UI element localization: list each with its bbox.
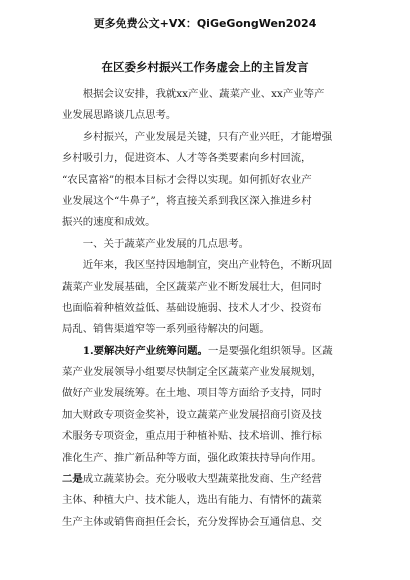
line-text: 振兴的速度和成效。 [62, 216, 156, 229]
line-text: 近年来，我区坚持因地制宜，突出产业特色，不断巩固 [62, 259, 333, 272]
line-text: 一是要强化组织领导。区蔬 [207, 344, 333, 357]
bold-lead-in: 二是 [62, 473, 83, 486]
line-text: 做好产业发展统筹。在土地、项目等方面给予支持，同时 [62, 387, 322, 400]
body-line [62, 127, 348, 148]
line-text: 加大财政专项资金奖补，设立蔬菜产业发展招商引资及技 [62, 408, 322, 421]
body-line [62, 170, 348, 191]
body-line [62, 512, 348, 533]
line-text: “农民富裕”的根本目标才会得以实现。如何抓好农业产 [62, 173, 312, 186]
line-text: 业发展思路谈几点思考。 [62, 109, 177, 122]
line-text: 准化生产、推广新品种等方面，强化政策扶持导向作用。 [62, 451, 322, 464]
line-text: 根据会议安排，我就xx产业、蔬菜产业、xx产业等产 [62, 88, 325, 100]
document-title: 在区委乡村振兴工作务虚会上的主旨发言 [101, 60, 309, 74]
body-line [62, 405, 348, 426]
body-line [62, 234, 348, 255]
body-line [62, 469, 348, 490]
body-line [62, 298, 348, 319]
body-line [62, 212, 348, 233]
line-text: 也面临着种植效益低、基础设施弱、技术人才少、投资布 [62, 301, 322, 314]
body-line [62, 341, 348, 362]
promo-header: 更多免费公文+VX：QiGeGongWen2024 [93, 17, 317, 30]
line-text: 主体、种植大户、技术能人，选出有能力、有情怀的蔬菜 [62, 494, 322, 507]
body-line [62, 84, 348, 105]
line-text: 蔬菜产业发展基础，全区蔬菜产业不断发展壮大，但同时 [62, 280, 322, 293]
line-text: 一、关于蔬菜产业发展的几点思考。 [62, 237, 250, 250]
body-line [62, 490, 348, 511]
line-text: 菜产业发展领导小组要尽快制定全区蔬菜产业发展规划， [62, 366, 322, 379]
body-line [62, 319, 348, 340]
body-line [62, 426, 348, 447]
body-line [62, 255, 348, 276]
document-body [62, 84, 348, 533]
line-text: 乡村振兴，产业发展是关键，只有产业兴旺，才能增强 [62, 130, 333, 143]
body-line [62, 148, 348, 169]
body-line [62, 105, 348, 126]
bold-lead-in: 1.要解决好产业统筹问题。 [62, 344, 208, 357]
body-line [62, 277, 348, 298]
body-line [62, 383, 348, 404]
body-line [62, 448, 348, 469]
line-text: 乡村吸引力，促进资本、人才等各类要素向乡村回流， [62, 152, 312, 165]
line-text: 局乱、销售渠道窄等一系列亟待解决的问题。 [62, 323, 270, 336]
line-text: 生产主体或销售商担任会长，充分发挥协会互通信息、交 [62, 515, 322, 528]
line-text: 业发展这个“牛鼻子”，将直接关系到我区深入推进乡村 [62, 194, 312, 207]
body-line [62, 191, 348, 212]
body-line [62, 362, 348, 383]
line-text: 术服务专项资金，重点用于种植补贴、技术培训、推行标 [62, 430, 322, 443]
line-text: 成立蔬菜协会。充分吸收大型蔬菜批发商、生产经营 [82, 473, 322, 486]
